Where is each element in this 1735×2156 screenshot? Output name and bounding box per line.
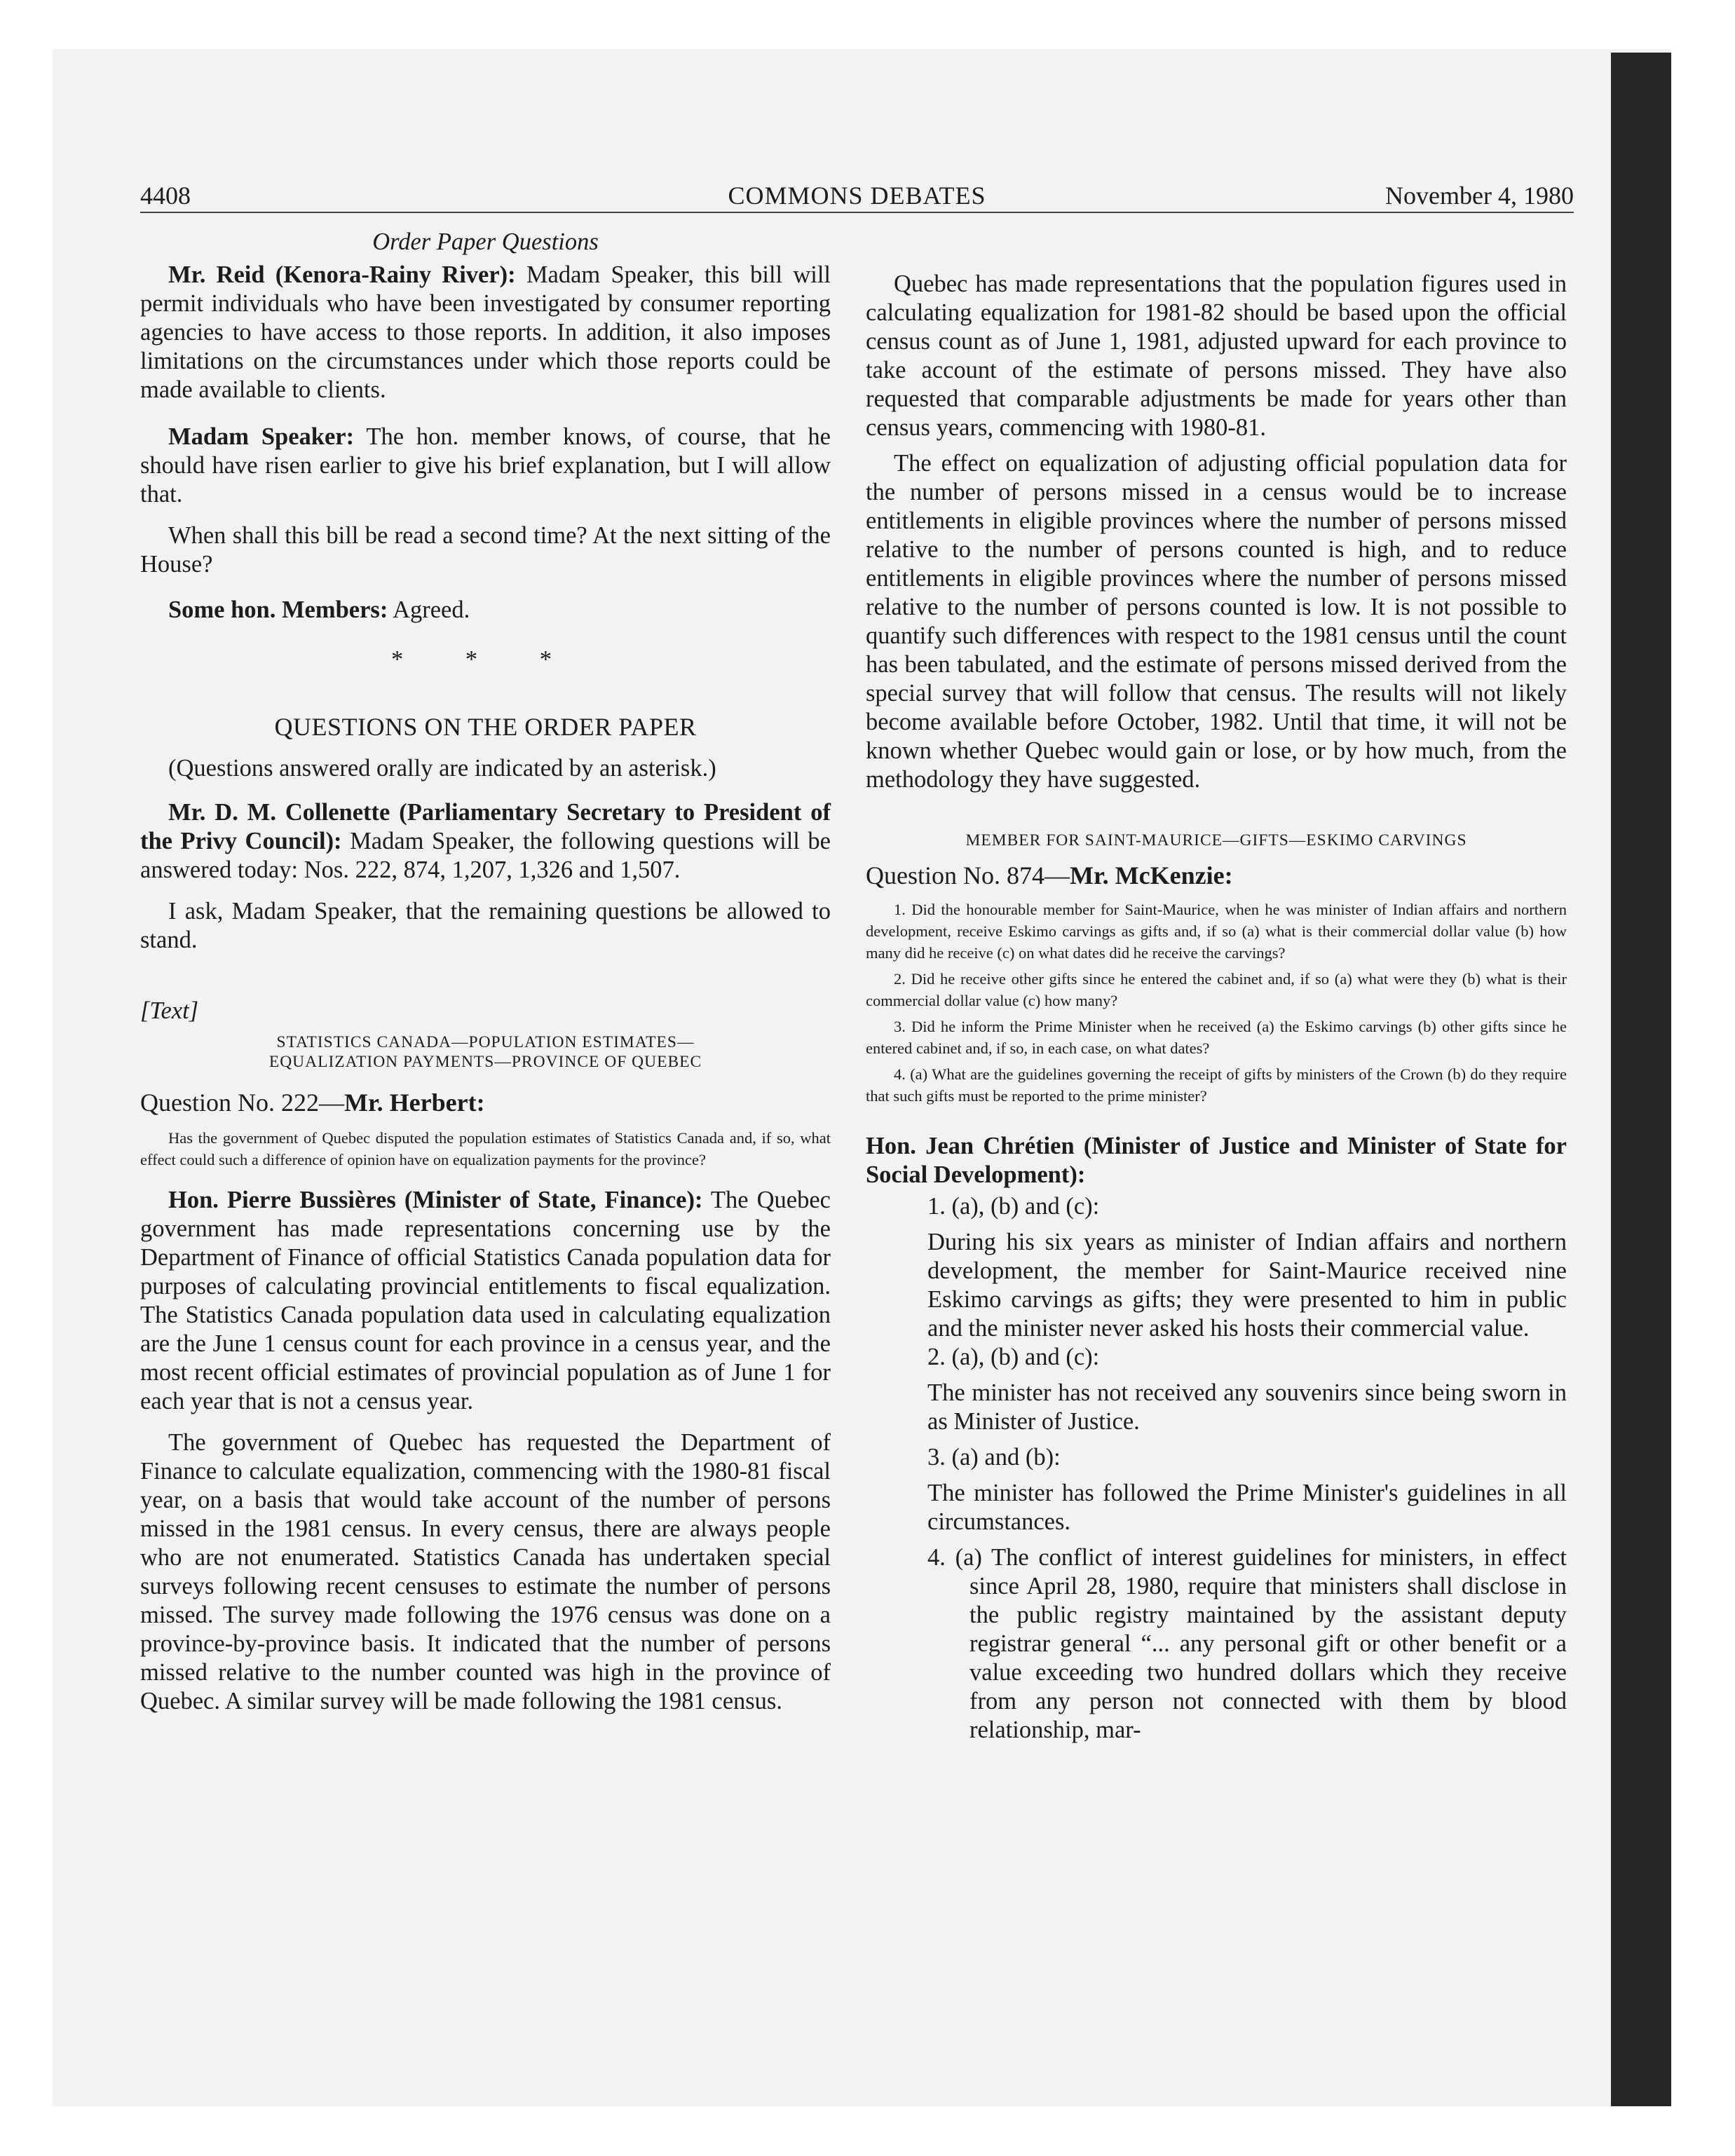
answer-1-text: During his six years as minister of Indian affairs and northern development, the member for Saint-Maurice received nine Eskimo carvings as gifts; they were presented to him in public and the minister never asked his hosts their commercial value.: [927, 1229, 1567, 1342]
question-874-item: 4. (a) What are the guidelines governing the receipt of gifts by ministers of the Crown (b) do they require that such gifts must be reported to the prime minister?: [866, 1065, 1567, 1105]
paragraph-second-reading: When shall this bill be read a second time? At the next sitting of the House?: [140, 522, 831, 578]
speaker-name: Madam Speaker:: [168, 423, 355, 450]
speaker-name: Hon. Jean Chrétien (Minister of Justice and Minister of State for Social Development):: [866, 1133, 1567, 1188]
paragraph-collenette: [140, 798, 831, 885]
right-column: [866, 270, 1567, 1745]
left-column: [140, 228, 831, 1716]
question-874-title: MEMBER FOR SAINT-MAURICE—GIFTS—ESKIMO CARVINGS: [965, 831, 1467, 850]
question-222-label: Question No. 222—Mr. Herbert:: [140, 1089, 485, 1117]
question-874-member: Mr. McKenzie:: [1070, 861, 1233, 889]
paragraph-reid: [140, 261, 831, 404]
paragraph-equalization-effect: The effect on equalization of adjusting official population data for the number of persons missed in a census would be to increase entitlements in eligible provinces where the number of persons missed relative to the number of persons counted is high, and to reduce entitlements in eligible provinces where the number of persons missed relative to the number of persons counted is low. It is not possible to quantify such differences with respect to the 1981 census until the count has been tabulated, and the estimate of persons missed derived from the special survey that will follow that census. The results will not likely become available before October, 1982. Until that time, it will not be known whether Quebec would gain or lose, or by how much, from the methodology they have suggested.: [866, 450, 1567, 793]
answer-3-text: The minister has followed the Prime Minister's guidelines in all circumstances.: [927, 1480, 1567, 1535]
speech-text: The hon. member knows, of course, that he should have risen earlier to give his brief explanation, but I will allow that.: [140, 423, 831, 507]
asterisk-note: (Questions answered orally are indicated by an asterisk.): [168, 755, 716, 782]
answer-2-text: The minister has not received any souvenirs since being sworn in as Minister of Justice.: [927, 1379, 1567, 1435]
publication-title: COMMONS DEBATES: [728, 182, 986, 210]
paragraph-quebec-representations: Quebec has made representations that the population figures used in calculating equalization for 1981-82 should be based upon the official census count as of June 1, 1981, adjusted upward for each province to take account of the estimate of persons missed. They have also requested that comparable adjustments be made for years other than census years, commencing with 1980-81.: [866, 271, 1567, 441]
text-marker: [Text]: [140, 997, 199, 1024]
paragraph-madam-speaker: [140, 423, 831, 509]
question-222-text: Has the government of Quebec disputed the population estimates of Statistics Canada and, if so, what effect could such a difference of opinion have on equalization payments for the province?: [140, 1129, 831, 1168]
speech-text: Agreed.: [388, 596, 470, 623]
speaker-name: Mr. Reid (Kenora-Rainy River):: [168, 261, 516, 288]
speaker-name: Some hon. Members:: [168, 596, 388, 623]
scan-edge-shadow: [1611, 53, 1671, 2106]
speaker-name: Mr. D. M. Collenette (Parliamentary Secretary to President of the Privy Council):: [140, 799, 831, 854]
paragraph-bussieres: [140, 1186, 831, 1416]
question-222-title-line1: STATISTICS CANADA—POPULATION ESTIMATES—: [276, 1033, 695, 1051]
question-874-item: 2. Did he receive other gifts since he entered the cabinet and, if so (a) what were they (b) what is their commercial dollar value (c) how many?: [866, 970, 1567, 1009]
page-date: November 4, 1980: [1385, 182, 1574, 210]
answer-2-label: 2. (a), (b) and (c):: [927, 1344, 1100, 1370]
speech-text: Madam Speaker, this bill will permit individuals who have been investigated by consumer reporting agencies to have access to those reports. In addition, it also imposes limitations on the circumstances under which those reports could be made available to clients.: [140, 261, 831, 403]
answer-3-label: 3. (a) and (b):: [927, 1444, 1061, 1471]
section-title: Order Paper Questions: [372, 228, 599, 255]
paragraph-chretien: [866, 1132, 1567, 1189]
question-874-item: 3. Did he inform the Prime Minister when he received (a) the Eskimo carvings (b) other gifts since he entered cabinet and, if so, in each case, on what dates?: [866, 1018, 1567, 1057]
speech-text: Madam Speaker, the following questions will be answered today: Nos. 222, 874, 1,207, 1,326 and 1,507.: [140, 828, 831, 883]
question-222-member: Mr. Herbert:: [344, 1089, 485, 1117]
questions-heading: QUESTIONS ON THE ORDER PAPER: [274, 713, 697, 741]
page-number: 4408: [140, 182, 191, 210]
answer-4-text: 4. (a) The conflict of interest guidelines for ministers, in effect since April 28, 1980, require that ministers shall disclose in the public registry maintained by the assistant deputy registrar general “... any personal gift or other benefit or a value exceeding two hundred dollars which they receive from any person not connected with them by blood relationship, mar-: [927, 1544, 1567, 1743]
section-break-stars: * * *: [391, 646, 580, 673]
question-222-title-line2: EQUALIZATION PAYMENTS—PROVINCE OF QUEBEC: [268, 1053, 702, 1071]
paragraph-quebec-request: The government of Quebec has requested the Department of Finance to calculate equalization, commencing with the 1980-81 fiscal year, on a basis that would take account of the number of persons missed in the 1981 census. In every census, there are always people who are not enumerated. Statistics Canada has undertaken special surveys following recent censuses to estimate the number of persons missed. The survey made following the 1976 census was done on a province-by-province basis. It indicated that the number of persons missed relative to the number counted was high in the province of Quebec. A similar survey will be made following the 1981 census.: [140, 1429, 831, 1714]
speech-text: The Quebec government has made representations concerning use by the Department of Finance of official Statistics Canada population data for purposes of calculating provincial entitlements to fiscal equalization. The Statistics Canada population data used in calculating equalization are the June 1 census count for each province in a census year, and the most recent official estimates of provincial population as of June 1 for each year that is not a census year.: [140, 1187, 831, 1414]
question-222-title: [140, 1032, 831, 1072]
speaker-name: Hon. Pierre Bussières (Minister of State, Finance):: [168, 1187, 703, 1213]
question-874-label: Question No. 874—Mr. McKenzie:: [866, 861, 1233, 889]
answer-1-label: 1. (a), (b) and (c):: [927, 1193, 1100, 1220]
header-rule: [140, 212, 1574, 213]
question-874-item: 1. Did the honourable member for Saint-Maurice, when he was minister of Indian affairs and northern development, receive Eskimo carvings as gifts and, if so (a) what is their commercial dollar value (b) how many did he receive (c) on what dates did he receive the carvings?: [866, 901, 1567, 962]
paragraph-agreed: [140, 596, 831, 625]
page-header: [140, 181, 1574, 210]
paragraph-remaining-questions: I ask, Madam Speaker, that the remaining questions be allowed to stand.: [140, 898, 831, 953]
